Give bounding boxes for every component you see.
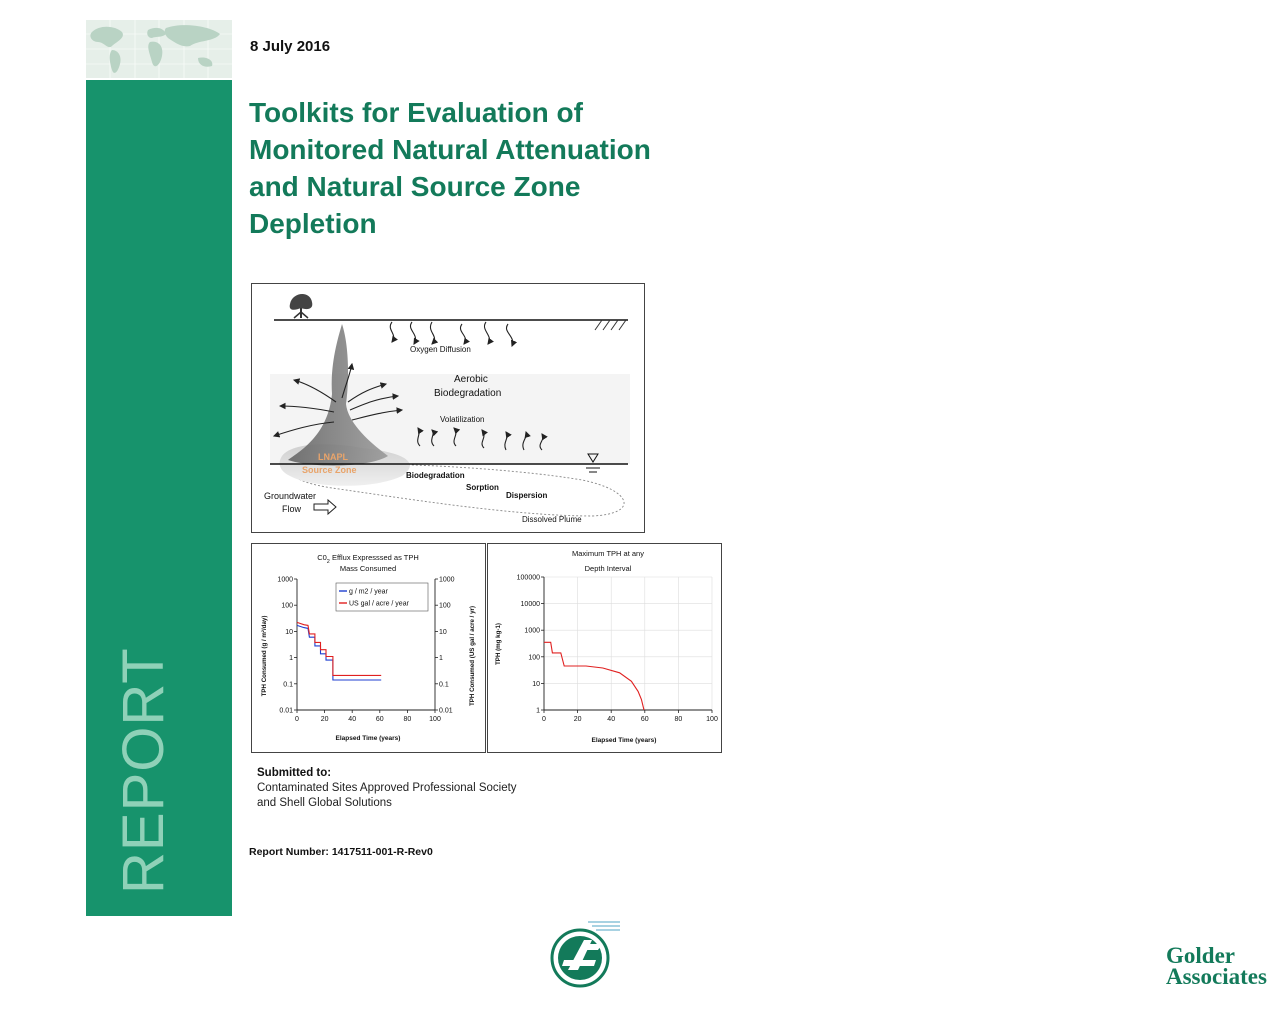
chart2-title-line2: Depth Interval [584, 564, 632, 573]
y-tick-label: 1000 [524, 627, 540, 635]
title-line: Toolkits for Evaluation of [249, 97, 583, 128]
label-volatilization: Volatilization [440, 415, 485, 424]
x-tick-label: 0 [542, 716, 546, 723]
label-flow: Flow [282, 504, 302, 514]
x-tick-label: 100 [429, 716, 441, 723]
y-tick-label-right: 1000 [439, 576, 455, 584]
submitted-to-line: and Shell Global Solutions [257, 797, 392, 809]
logo-text-golder: Golder [1166, 943, 1235, 968]
label-aerobic: Aerobic [454, 374, 488, 385]
label-groundwater: Groundwater [264, 491, 317, 501]
x-tick-label: 100 [706, 716, 718, 723]
y-tick-label-right: 10 [439, 628, 447, 636]
golder-logo [548, 918, 1267, 990]
submitted-to-label: Submitted to: [257, 767, 332, 779]
conceptual-site-diagram [251, 283, 645, 533]
y-tick-label: 10000 [520, 601, 540, 609]
world-map-icon [86, 20, 232, 78]
title-line: and Natural Source Zone [249, 171, 581, 202]
logo-text-associates: Associates [1166, 964, 1267, 989]
label-biodegradation: Biodegradation [406, 471, 465, 480]
y-tick-label-right: 0.1 [439, 681, 449, 689]
chart1-x-axis-label: Elapsed Time (years) [335, 735, 401, 742]
series-line [297, 622, 381, 675]
y-tick-label: 100 [528, 654, 540, 662]
co2-efflux-chart-svg [252, 544, 485, 752]
co2-efflux-chart [251, 543, 486, 753]
label-dissolved-plume: Dissolved Plume [522, 515, 582, 524]
golder-globe-icon [548, 920, 620, 992]
chart1-y-axis-label-left: TPH Consumed (g / m²/day) [261, 615, 268, 697]
y-tick-label: 1 [536, 707, 540, 715]
y-tick-label: 10 [285, 628, 293, 636]
y-tick-label-right: 100 [439, 602, 451, 610]
title-line: Monitored Natural Attenuation [249, 134, 651, 165]
x-tick-label: 20 [320, 716, 329, 723]
chart2-x-axis-label: Elapsed Time (years) [591, 737, 657, 744]
world-map-graphic [86, 20, 232, 78]
y-tick-label: 0.01 [279, 707, 293, 715]
tree-icon [290, 294, 313, 318]
y-tick-label: 10 [532, 680, 540, 688]
x-tick-label: 40 [348, 716, 357, 723]
x-tick-label: 80 [674, 716, 683, 723]
maximum-tph-chart-svg [488, 544, 721, 752]
x-tick-label: 80 [403, 716, 412, 723]
label-source-zone: Source Zone [302, 465, 357, 475]
report-date: 8 July 2016 [250, 38, 331, 55]
chart1-title-line1: $C0_2$ Efflux Expresssed as TPH [317, 553, 419, 565]
y-tick-label-right: 0.01 [439, 707, 453, 715]
y-tick-label: 100000 [516, 574, 540, 582]
chart1-title-line2: Mass Consumed [339, 564, 397, 573]
maximum-tph-chart [487, 543, 722, 753]
label-oxygen-diffusion: Oxygen Diffusion [410, 345, 471, 354]
flow-arrow-icon [314, 500, 336, 514]
submitted-to-line: Contaminated Sites Approved Professional Society [257, 782, 517, 794]
chart1-y-axis-label-right: TPH Consumed (US gal / acre / yr) [469, 605, 476, 707]
x-tick-label: 60 [640, 716, 649, 723]
legend-entry: US gal / acre / year [349, 600, 409, 608]
legend-entry: g / m2 / year [349, 588, 388, 596]
y-tick-label: 0.1 [283, 681, 293, 689]
chart2-y-axis-label: TPH (mg kg-1) [495, 623, 502, 665]
y-tick-label: 100 [281, 602, 293, 610]
x-tick-label: 0 [295, 716, 299, 723]
x-tick-label: 60 [375, 716, 384, 723]
report-number: Report Number: 1417511-001-R-Rev0 [249, 846, 433, 858]
y-tick-label-right: 1 [439, 655, 443, 663]
label-lnapl: LNAPL [318, 452, 348, 462]
label-aerobic-biodegradation: Biodegradation [434, 388, 502, 399]
label-dispersion: Dispersion [506, 491, 548, 500]
y-tick-label: 1 [289, 655, 293, 663]
report-title [249, 94, 739, 242]
y-tick-label: 1000 [277, 576, 293, 584]
report-label: REPORT [111, 647, 176, 894]
x-tick-label: 20 [573, 716, 582, 723]
title-line: Depletion [249, 208, 377, 239]
label-sorption: Sorption [466, 483, 499, 492]
chart2-title-line1: Maximum TPH at any [572, 549, 644, 558]
series-line [544, 642, 644, 710]
x-tick-label: 40 [607, 716, 616, 723]
